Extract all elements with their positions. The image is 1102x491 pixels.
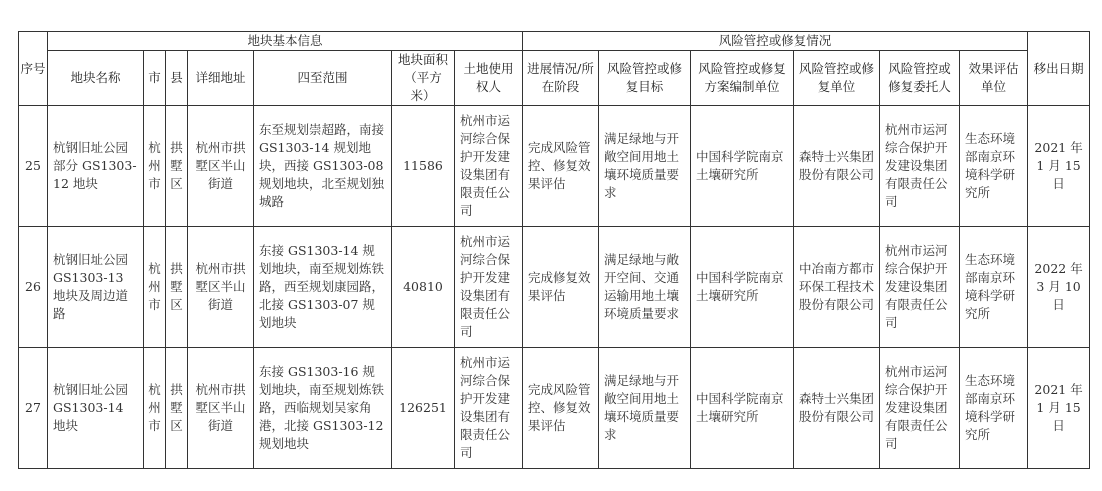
cell-client: 杭州市运河综合保护开发建设集团有限责任公司 <box>880 348 960 469</box>
cell-address: 杭州市拱墅区半山街道 <box>188 348 254 469</box>
cell-county: 拱墅区 <box>166 227 188 348</box>
header-owner: 土地使用权人 <box>455 51 523 106</box>
header-repair-unit: 风险管控或修复单位 <box>794 51 880 106</box>
cell-plan-unit: 中国科学院南京土壤研究所 <box>691 348 794 469</box>
cell-repair-unit: 森特士兴集团股份有限公司 <box>794 106 880 227</box>
header-name: 地块名称 <box>48 51 144 106</box>
cell-area: 126251 <box>392 348 455 469</box>
cell-seq: 26 <box>19 227 48 348</box>
site-table <box>18 31 1090 469</box>
cell-repair-unit: 中冶南方都市环保工程技术股份有限公司 <box>794 227 880 348</box>
cell-area: 40810 <box>392 227 455 348</box>
cell-name: 杭钢旧址公园部分 GS1303-12 地块 <box>48 106 144 227</box>
header-address: 详细地址 <box>188 51 254 106</box>
cell-client: 杭州市运河综合保护开发建设集团有限责任公司 <box>880 227 960 348</box>
cell-seq: 25 <box>19 106 48 227</box>
cell-city: 杭州市 <box>144 106 166 227</box>
cell-owner: 杭州市运河综合保护开发建设集团有限责任公司 <box>455 227 523 348</box>
cell-owner: 杭州市运河综合保护开发建设集团有限责任公司 <box>455 106 523 227</box>
header-county: 县 <box>166 51 188 106</box>
header-risk-info: 风险管控或修复情况 <box>523 32 1028 51</box>
cell-eval-unit: 生态环境部南京环境科学研究所 <box>960 227 1028 348</box>
cell-progress: 完成修复效果评估 <box>523 227 599 348</box>
cell-plan-unit: 中国科学院南京土壤研究所 <box>691 106 794 227</box>
header-plan-unit: 风险管控或修复方案编制单位 <box>691 51 794 106</box>
header-goal: 风险管控或修复目标 <box>599 51 691 106</box>
cell-removal-date: 2021 年 1 月 15 日 <box>1028 348 1090 469</box>
cell-removal-date: 2021 年 1 月 15 日 <box>1028 106 1090 227</box>
cell-address: 杭州市拱墅区半山街道 <box>188 227 254 348</box>
cell-name: 杭钢旧址公园 GS1303-14 地块 <box>48 348 144 469</box>
cell-area: 11586 <box>392 106 455 227</box>
cell-client: 杭州市运河综合保护开发建设集团有限责任公司 <box>880 106 960 227</box>
cell-city: 杭州市 <box>144 227 166 348</box>
cell-removal-date: 2022 年 3 月 10 日 <box>1028 227 1090 348</box>
table-row <box>19 106 1090 227</box>
header-progress: 进展情况/所在阶段 <box>523 51 599 106</box>
cell-goal: 满足绿地与敞开空间、交通运输用地土壤环境质量要求 <box>599 227 691 348</box>
cell-goal: 满足绿地与开敞空间用地土壤环境质量要求 <box>599 348 691 469</box>
table-row <box>19 348 1090 469</box>
cell-county: 拱墅区 <box>166 348 188 469</box>
header-city: 市 <box>144 51 166 106</box>
header-area: 地块面积（平方米） <box>392 51 455 106</box>
table-row <box>19 227 1090 348</box>
cell-boundary: 东接 GS1303-16 规划地块，南至规划炼铁路，西临规划吴家角港，北接 GS1303-12 规划地块 <box>254 348 392 469</box>
cell-goal: 满足绿地与开敞空间用地土壤环境质量要求 <box>599 106 691 227</box>
cell-boundary: 东至规划崇超路，南接 GS1303-14 规划地块，西接 GS1303-08 规划地块，北至规划独城路 <box>254 106 392 227</box>
cell-name: 杭钢旧址公园 GS1303-13 地块及周边道路 <box>48 227 144 348</box>
cell-eval-unit: 生态环境部南京环境科学研究所 <box>960 348 1028 469</box>
header-eval-unit: 效果评估单位 <box>960 51 1028 106</box>
cell-progress: 完成风险管控、修复效果评估 <box>523 106 599 227</box>
cell-plan-unit: 中国科学院南京土壤研究所 <box>691 227 794 348</box>
cell-county: 拱墅区 <box>166 106 188 227</box>
column-header-row <box>19 51 1090 106</box>
header-basic-info: 地块基本信息 <box>48 32 523 51</box>
header-seq: 序号 <box>19 32 48 106</box>
header-client: 风险管控或修复委托人 <box>880 51 960 106</box>
header-removal-date: 移出日期 <box>1028 32 1090 106</box>
group-header-row <box>19 32 1090 51</box>
cell-seq: 27 <box>19 348 48 469</box>
cell-boundary: 东接 GS1303-14 规划地块，南至规划炼铁路，西至规划康园路，北接 GS1303-07 规划地块 <box>254 227 392 348</box>
cell-progress: 完成风险管控、修复效果评估 <box>523 348 599 469</box>
cell-repair-unit: 森特士兴集团股份有限公司 <box>794 348 880 469</box>
cell-address: 杭州市拱墅区半山街道 <box>188 106 254 227</box>
cell-owner: 杭州市运河综合保护开发建设集团有限责任公司 <box>455 348 523 469</box>
cell-eval-unit: 生态环境部南京环境科学研究所 <box>960 106 1028 227</box>
header-boundary: 四至范围 <box>254 51 392 106</box>
cell-city: 杭州市 <box>144 348 166 469</box>
